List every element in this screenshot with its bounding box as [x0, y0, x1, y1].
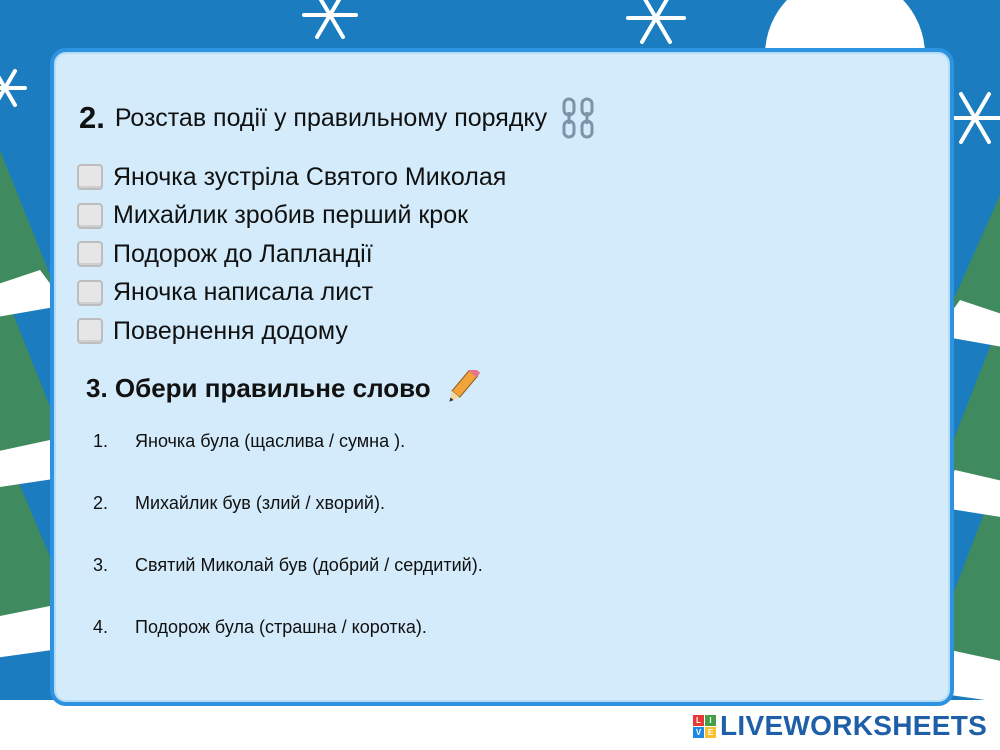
chain-icon [561, 97, 595, 139]
event-label: Михайлик зробив перший крок [113, 201, 469, 230]
question-text: Подорож була (страшна / коротка). [135, 617, 427, 637]
question-number: 2. [93, 493, 109, 513]
list-item [77, 312, 506, 351]
question-number: 4. [93, 617, 109, 637]
event-label: Повернення додому [113, 316, 348, 345]
event-label: Подорож до Лапландії [113, 239, 373, 268]
section2-title: Розстав події у правильному порядку [114, 103, 548, 132]
question-item [93, 617, 427, 638]
list-item [77, 274, 506, 313]
list-item [77, 197, 506, 236]
event-label: Яночка зустріла Святого Миколая [113, 162, 507, 191]
question-text: Святий Миколай був (добрий / сердитий). [135, 555, 483, 575]
logo-letter: I [705, 715, 716, 726]
question-text: Яночка була (щаслива / сумна ). [135, 431, 406, 451]
section3-heading [86, 368, 481, 408]
list-item [77, 235, 506, 274]
checkbox-icon [77, 203, 103, 229]
section3-title: 3. Обери правильне слово [86, 372, 431, 403]
checkbox-icon [77, 241, 103, 267]
event-list [77, 158, 506, 351]
question-text: Михайлик був (злий / хворий). [135, 493, 385, 513]
list-item [77, 158, 506, 197]
logo-mark [693, 715, 716, 738]
question-item [93, 431, 405, 452]
section2-number: 2. [79, 100, 105, 135]
pencil-icon [441, 370, 481, 406]
logo-letter: E [705, 727, 716, 738]
checkbox-icon [77, 280, 103, 306]
logo-letter: L [693, 715, 704, 726]
question-number: 3. [93, 555, 109, 575]
logo-letter: V [693, 727, 704, 738]
logo-word: LIVEWORKSHEETS [720, 710, 988, 741]
question-item [93, 555, 483, 576]
checkbox-icon [77, 318, 103, 344]
event-label: Яночка написала лист [113, 278, 374, 307]
question-number: 1. [93, 431, 109, 451]
question-item [93, 493, 385, 514]
section2-heading [79, 96, 595, 140]
checkbox-icon [77, 164, 103, 190]
liveworksheets-logo [693, 710, 987, 742]
